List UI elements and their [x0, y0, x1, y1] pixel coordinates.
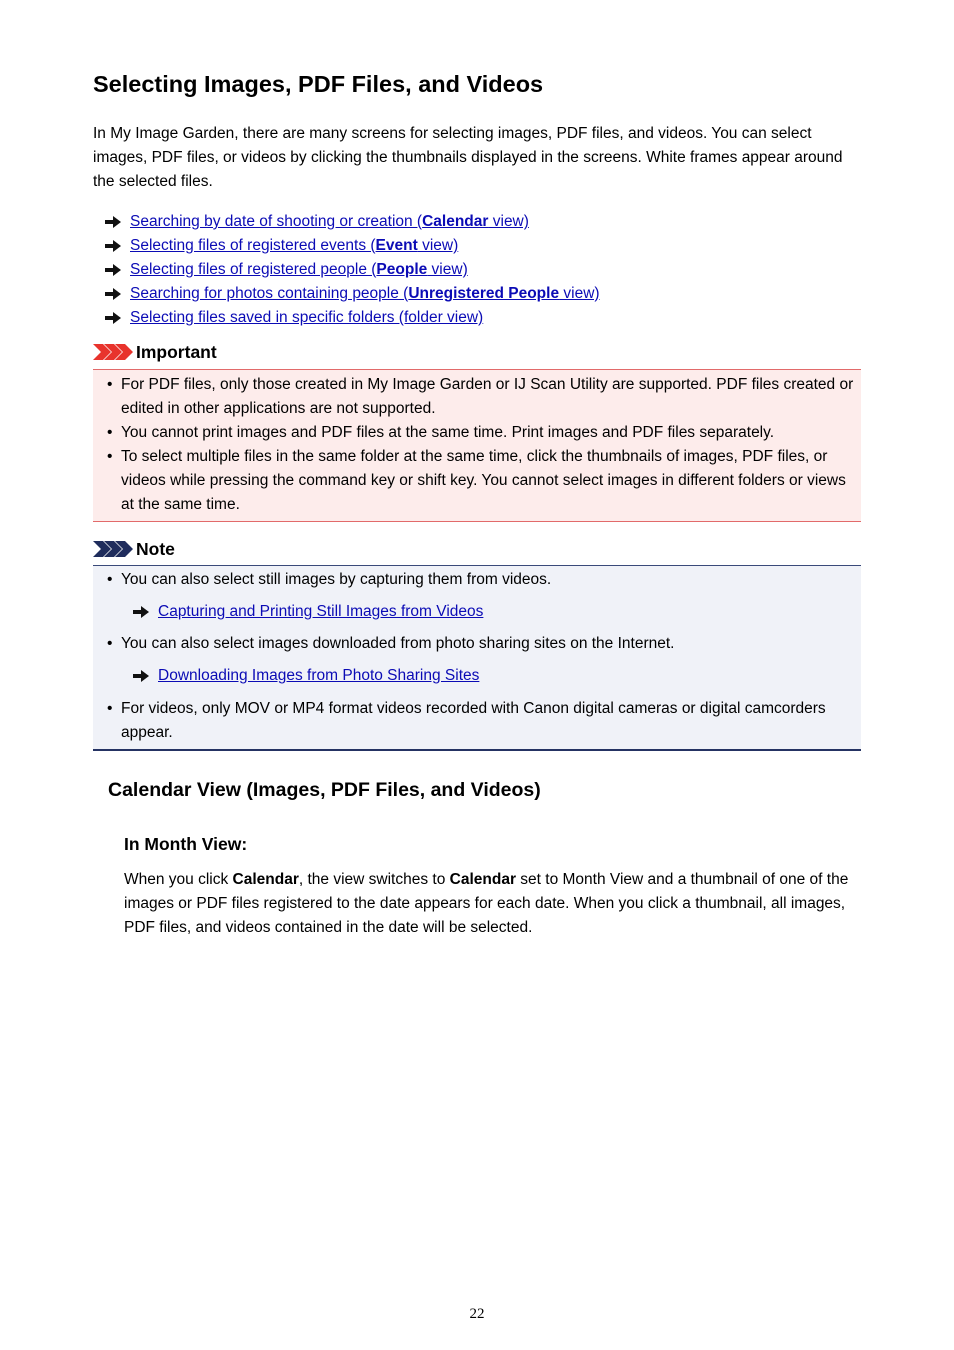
right-arrow-icon — [133, 606, 149, 618]
link-downloading-images[interactable]: Downloading Images from Photo Sharing Sites — [158, 667, 480, 684]
link-folder-view[interactable] — [105, 306, 600, 330]
page-number: 22 — [469, 1306, 485, 1322]
right-arrow-icon — [105, 216, 121, 228]
right-arrow-icon — [105, 288, 121, 300]
link-unregistered-people-view-text[interactable]: Searching for photos containing people (Unregistered People view) — [130, 285, 600, 302]
red-chevrons-icon — [93, 344, 133, 360]
important-item: • To select multiple files in the same folder at the same time, click the thumbnails of images, PDF files, or videos while pressing the command key or shift key. You cannot select images in different folders or views at the same time. — [93, 445, 858, 517]
note-item: • You can also select images downloaded from photo sharing sites on the Internet. Downloading Images from Photo Sharing Sites — [93, 632, 858, 688]
link-calendar-view-text[interactable]: Searching by date of shooting or creation (Calendar view) — [130, 213, 529, 230]
right-arrow-icon — [133, 670, 149, 682]
important-heading-label: Important — [136, 342, 217, 362]
important-item: • For PDF files, only those created in My Image Garden or IJ Scan Utility are supported. PDF files created or edited in other applications are not supported. — [93, 373, 858, 421]
link-people-view-text[interactable]: Selecting files of registered people (People view) — [130, 261, 468, 278]
note-list — [93, 568, 858, 745]
link-event-view[interactable] — [105, 234, 600, 258]
note-item: • You can also select still images by capturing them from videos. Capturing and Printing Still Images from Videos — [93, 568, 858, 624]
important-list — [93, 373, 858, 517]
link-people-view[interactable] — [105, 258, 600, 282]
important-item: • You cannot print images and PDF files at the same time. Print images and PDF files separately. — [93, 421, 858, 445]
important-heading — [93, 340, 217, 364]
navy-chevrons-icon — [93, 541, 133, 557]
note-box — [93, 565, 861, 751]
view-links-list — [105, 210, 600, 330]
note-link-row[interactable] — [93, 600, 858, 624]
note-heading-label: Note — [136, 539, 175, 559]
right-arrow-icon — [105, 240, 121, 252]
link-event-view-text[interactable]: Selecting files of registered events (Event view) — [130, 237, 459, 254]
subsection-heading: In Month View: — [124, 834, 248, 854]
link-folder-view-text[interactable]: Selecting files saved in specific folders (folder view) — [130, 309, 484, 326]
intro-paragraph: In My Image Garden, there are many screens for selecting images, PDF files, and videos. You can select images, PDF files, or videos by clicking the thumbnails displayed in the screens. White frames appear around the selected files. — [93, 125, 843, 190]
link-capturing-still-images[interactable]: Capturing and Printing Still Images from Videos — [158, 603, 484, 620]
section-heading: Calendar View (Images, PDF Files, and Videos) — [108, 779, 541, 801]
note-link-row[interactable] — [93, 664, 858, 688]
note-item: • For videos, only MOV or MP4 format videos recorded with Canon digital cameras or digital camcorders appear. — [93, 697, 858, 745]
page-title: Selecting Images, PDF Files, and Videos — [93, 71, 544, 97]
link-calendar-view[interactable] — [105, 210, 600, 234]
right-arrow-icon — [105, 312, 121, 324]
month-view-paragraph: When you click Calendar, the view switches to Calendar set to Month View and a thumbnail of one of the images or PDF files registered to the date appears for each date. When you click a thumbnail, all images, PDF files, and videos contained in the date will be selected. — [124, 871, 849, 936]
important-box — [93, 369, 861, 522]
note-heading — [93, 537, 175, 561]
link-unregistered-people-view[interactable] — [105, 282, 600, 306]
right-arrow-icon — [105, 264, 121, 276]
